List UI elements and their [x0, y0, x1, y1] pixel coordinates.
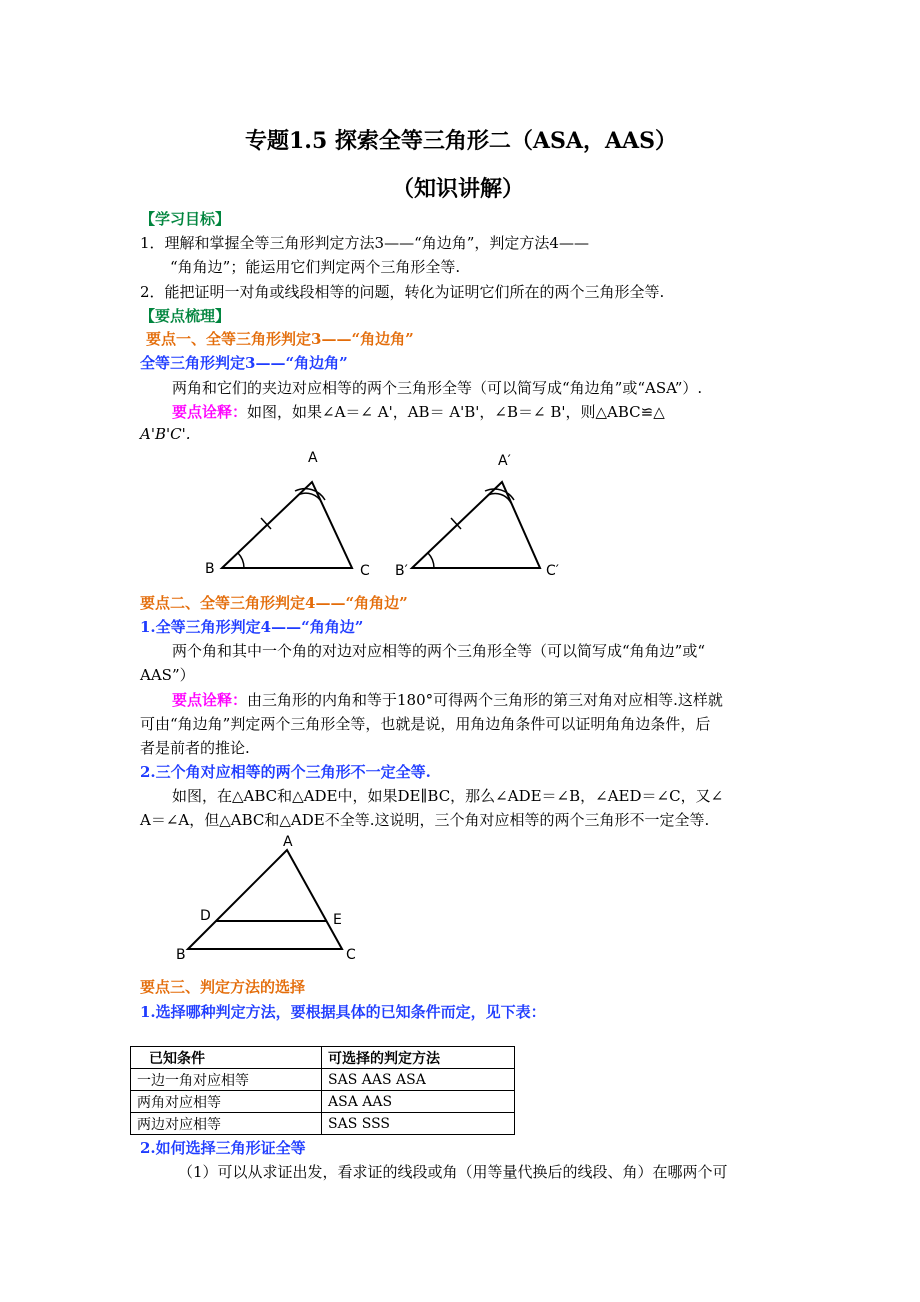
point2-note-line2: 可由“角边角”判定两个三角形全等，也就是说，用角边角条件可以证明角角边条件，后: [140, 715, 711, 733]
point1-note-tail: A'B'C'.: [140, 425, 191, 443]
label-c-prime: C′: [546, 563, 559, 579]
page-title: 专题1.5 探索全等三角形二（ASA，AAS）: [245, 128, 677, 154]
table-header-row: [131, 1047, 515, 1069]
point2-text1-cont: AAS”）: [140, 666, 195, 684]
table-cell: ASA AAS: [322, 1091, 515, 1113]
goal-item-1: 1．理解和掌握全等三角形判定方法3——“角边角”，判定方法4——: [140, 234, 589, 252]
point1-heading: 要点一、全等三角形判定3——“角边角”: [146, 330, 414, 348]
note-label: 要点诠释：: [172, 403, 248, 421]
point2-note: [172, 689, 723, 710]
point3-sub2: 2.如何选择三角形证全等: [140, 1139, 306, 1157]
note-text: 由三角形的内角和等于180°可得两个三角形的第三对角对应相等.这样就: [247, 691, 723, 709]
triangle-abc: [188, 850, 342, 949]
triangle-a-prime: [412, 482, 540, 568]
table-cell: 两边对应相等: [131, 1113, 322, 1135]
parallel-line-triangle-figure: [170, 832, 370, 967]
label-b-prime: B′: [395, 563, 408, 579]
label-b: B: [176, 947, 186, 963]
point2-sub1: 1.全等三角形判定4——“角角边”: [140, 618, 364, 636]
label-a: A: [308, 450, 318, 466]
label-d: D: [200, 908, 211, 924]
label-c: C: [346, 947, 356, 963]
point2-text2-cont: A＝∠A，但△ABC和△ADE不全等.这说明，三个角对应相等的两个三角形不一定全等.: [140, 811, 710, 829]
table-row: [131, 1091, 515, 1113]
goal-item-1-cont: “角角边”；能运用它们判定两个三角形全等.: [170, 258, 461, 276]
table-cell: 两角对应相等: [131, 1091, 322, 1113]
points-heading: 【要点梳理】: [140, 307, 231, 325]
table-cell: SAS SSS: [322, 1113, 515, 1135]
point1-note: [172, 401, 665, 422]
label-b: B: [205, 561, 215, 577]
point2-sub2: 2.三个角对应相等的两个三角形不一定全等.: [140, 763, 431, 781]
goals-heading: 【学习目标】: [140, 210, 231, 228]
table-cell: 一边一角对应相等: [131, 1069, 322, 1091]
label-a: A: [283, 834, 293, 850]
page-subtitle: （知识讲解）: [392, 176, 525, 202]
point3-sub1: 1.选择哪种判定方法，要根据具体的已知条件而定，见下表：: [140, 1003, 546, 1021]
table-header-cell: 可选择的判定方法: [322, 1047, 515, 1069]
point2-heading: 要点二、全等三角形判定4——“角角边”: [140, 594, 408, 612]
congruent-triangles-figure: [200, 448, 580, 583]
table-row: [131, 1113, 515, 1135]
point1-subheading: 全等三角形判定3——“角边角”: [140, 354, 348, 372]
point2-note-line3: 者是前者的推论.: [140, 739, 250, 757]
point1-text: 两角和它们的夹边对应相等的两个三角形全等（可以简写成“角边角”或“ASA”）.: [172, 379, 703, 397]
label-e: E: [333, 912, 342, 928]
label-a-prime: A′: [498, 453, 511, 469]
point2-text2: 如图，在△ABC和△ADE中，如果DE∥BC，那么∠ADE＝∠B，∠AED＝∠C，又∠: [172, 787, 724, 805]
label-c: C: [360, 563, 370, 579]
note-text: 如图，如果∠A＝∠ A'，AB＝ A'B'，∠B＝∠ B'，则△ABC≌△: [247, 403, 665, 421]
method-selection-table: [130, 1046, 515, 1135]
table-header-cell: 已知条件: [131, 1047, 322, 1069]
point2-text1: 两个角和其中一个角的对边对应相等的两个三角形全等（可以简写成“角角边”或“: [172, 642, 706, 660]
table-row: [131, 1069, 515, 1091]
goal-item-2: 2．能把证明一对角或线段相等的问题，转化为证明它们所在的两个三角形全等.: [140, 283, 665, 301]
table-cell: SAS AAS ASA: [322, 1069, 515, 1091]
point3-text2: （1）可以从求证出发，看求证的线段或角（用等量代换后的线段、角）在哪两个可: [178, 1163, 728, 1181]
triangle-abc: [222, 482, 352, 568]
note-label: 要点诠释：: [172, 691, 248, 709]
point3-heading: 要点三、判定方法的选择: [140, 978, 306, 996]
